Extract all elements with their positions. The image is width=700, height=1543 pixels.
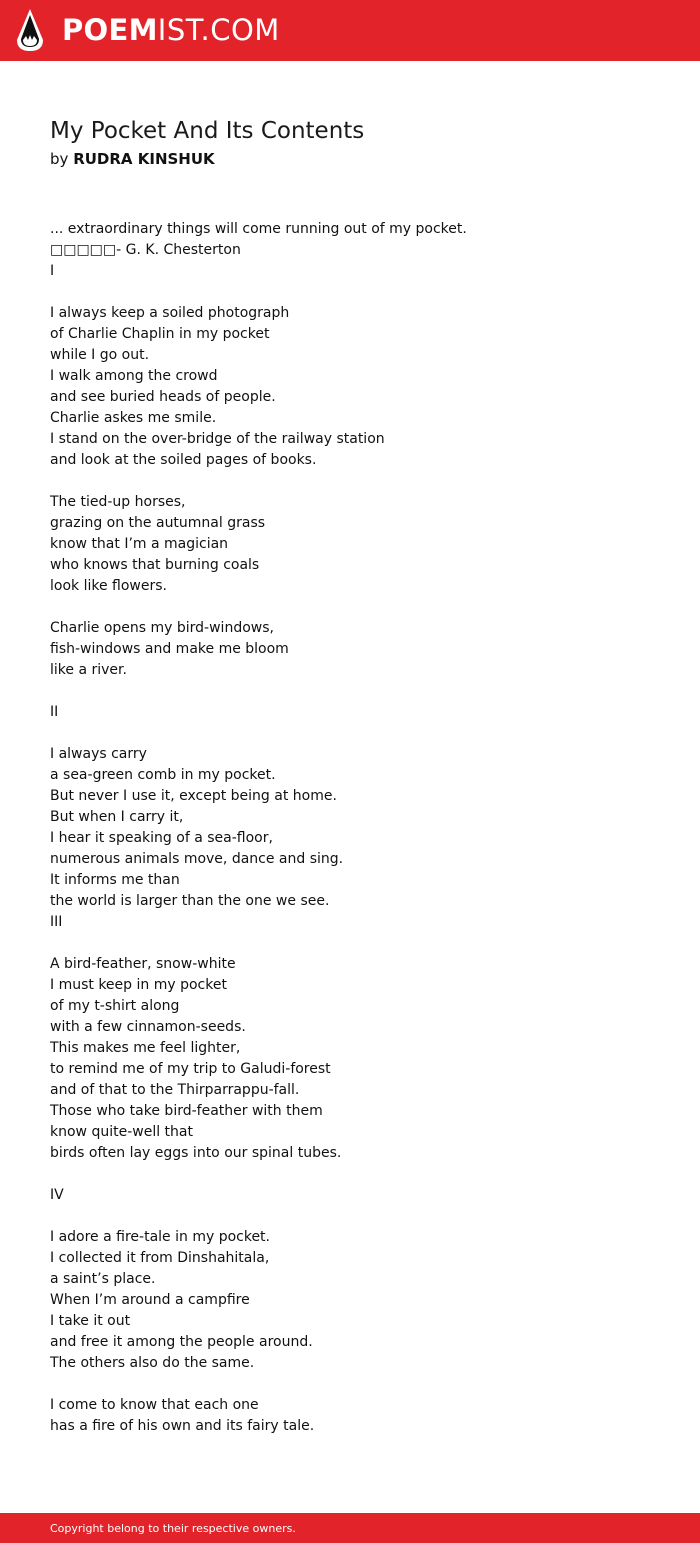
pen-nib-icon[interactable]	[17, 9, 43, 51]
poem-line: of my t-shirt along	[50, 998, 180, 1014]
poem-line	[50, 723, 670, 744]
poem-line: This makes me feel lighter,	[50, 1040, 241, 1056]
poem-line: who knows that burning coals	[50, 557, 260, 573]
copyright-notice: Copyright belong to their respective owners.	[50, 1522, 296, 1535]
poem-line: Charlie askes me smile.	[50, 410, 217, 426]
poem-line: grazing on the autumnal grass	[50, 515, 266, 531]
poem-line: I must keep in my pocket	[50, 977, 227, 993]
byline-prefix: by	[50, 150, 69, 168]
poem-line	[50, 1374, 670, 1395]
site-footer	[0, 1513, 700, 1543]
poem-line: Charlie opens my bird-windows,	[50, 620, 274, 636]
poem-line: Those who take bird-feather with them	[50, 1103, 323, 1119]
poem-line: fish-windows and make me bloom	[50, 641, 289, 657]
poem-line: and see buried heads of people.	[50, 389, 276, 405]
poem-line: I stand on the over-bridge of the railway station	[50, 431, 385, 447]
poem-line: the world is larger than the one we see.	[50, 893, 330, 909]
poem-line	[50, 1164, 670, 1185]
poem-title: My Pocket And Its Contents	[50, 118, 365, 144]
poem-line: I take it out	[50, 1313, 131, 1329]
poem-line: a sea-green comb in my pocket.	[50, 767, 276, 783]
poem-line: But never I use it, except being at home.	[50, 788, 337, 804]
site-logo[interactable]	[62, 11, 280, 49]
poem-line: numerous animals move, dance and sing.	[50, 851, 344, 867]
logo-thin-text: IST.COM	[157, 13, 280, 47]
poem-line: like a river.	[50, 662, 127, 678]
poem-line: and free it among the people around.	[50, 1334, 313, 1350]
poem-line: But when I carry it,	[50, 809, 184, 825]
poem-line: birds often lay eggs into our spinal tubes.	[50, 1145, 342, 1161]
poem-line	[50, 681, 670, 702]
poem-line: look like flowers.	[50, 578, 167, 594]
poem-body	[50, 219, 670, 1437]
poem-line: It informs me than	[50, 872, 180, 888]
poem-line: □□□□□- G. K. Chesterton	[50, 242, 241, 258]
site-header	[0, 0, 700, 61]
poem-line: with a few cinnamon-seeds.	[50, 1019, 246, 1035]
poem-line: has a fire of his own and its fairy tale.	[50, 1418, 315, 1434]
poem-line: while I go out.	[50, 347, 150, 363]
poem-line: I collected it from Dinshahitala,	[50, 1250, 270, 1266]
poem-line: I come to know that each one	[50, 1397, 259, 1413]
poem-line: IV	[50, 1187, 64, 1203]
poem-line	[50, 471, 670, 492]
poem-line	[50, 933, 670, 954]
poem-line: and look at the soiled pages of books.	[50, 452, 317, 468]
logo-bold-text: POEM	[62, 13, 158, 47]
poem-line: When I’m around a campfire	[50, 1292, 250, 1308]
poem-line: II	[50, 704, 59, 720]
poem-line: I walk among the crowd	[50, 368, 218, 384]
poem-line: I hear it speaking of a sea-floor,	[50, 830, 273, 846]
poem-line	[50, 597, 670, 618]
poem-line: know quite-well that	[50, 1124, 193, 1140]
poem-line: to remind me of my trip to Galudi-forest	[50, 1061, 331, 1077]
poem-line: and of that to the Thirparrappu-fall.	[50, 1082, 300, 1098]
poem-line	[50, 282, 670, 303]
poem-line: I	[50, 263, 55, 279]
poem-line: I always carry	[50, 746, 147, 762]
poem-line: A bird-feather, snow-white	[50, 956, 236, 972]
author-name[interactable]: RUDRA KINSHUK	[73, 150, 215, 168]
byline	[50, 149, 215, 169]
poem-line: The others also do the same.	[50, 1355, 255, 1371]
poem-line: a saint’s place.	[50, 1271, 156, 1287]
poem-line: III	[50, 914, 63, 930]
poem-line: I always keep a soiled photograph	[50, 305, 290, 321]
poem-line: I adore a fire-tale in my pocket.	[50, 1229, 271, 1245]
poem-line	[50, 1206, 670, 1227]
poem-line: of Charlie Chaplin in my pocket	[50, 326, 270, 342]
poem-line: know that I’m a magician	[50, 536, 229, 552]
poem-line: ... extraordinary things will come running out of my pocket.	[50, 221, 467, 237]
poem-line: The tied-up horses,	[50, 494, 186, 510]
